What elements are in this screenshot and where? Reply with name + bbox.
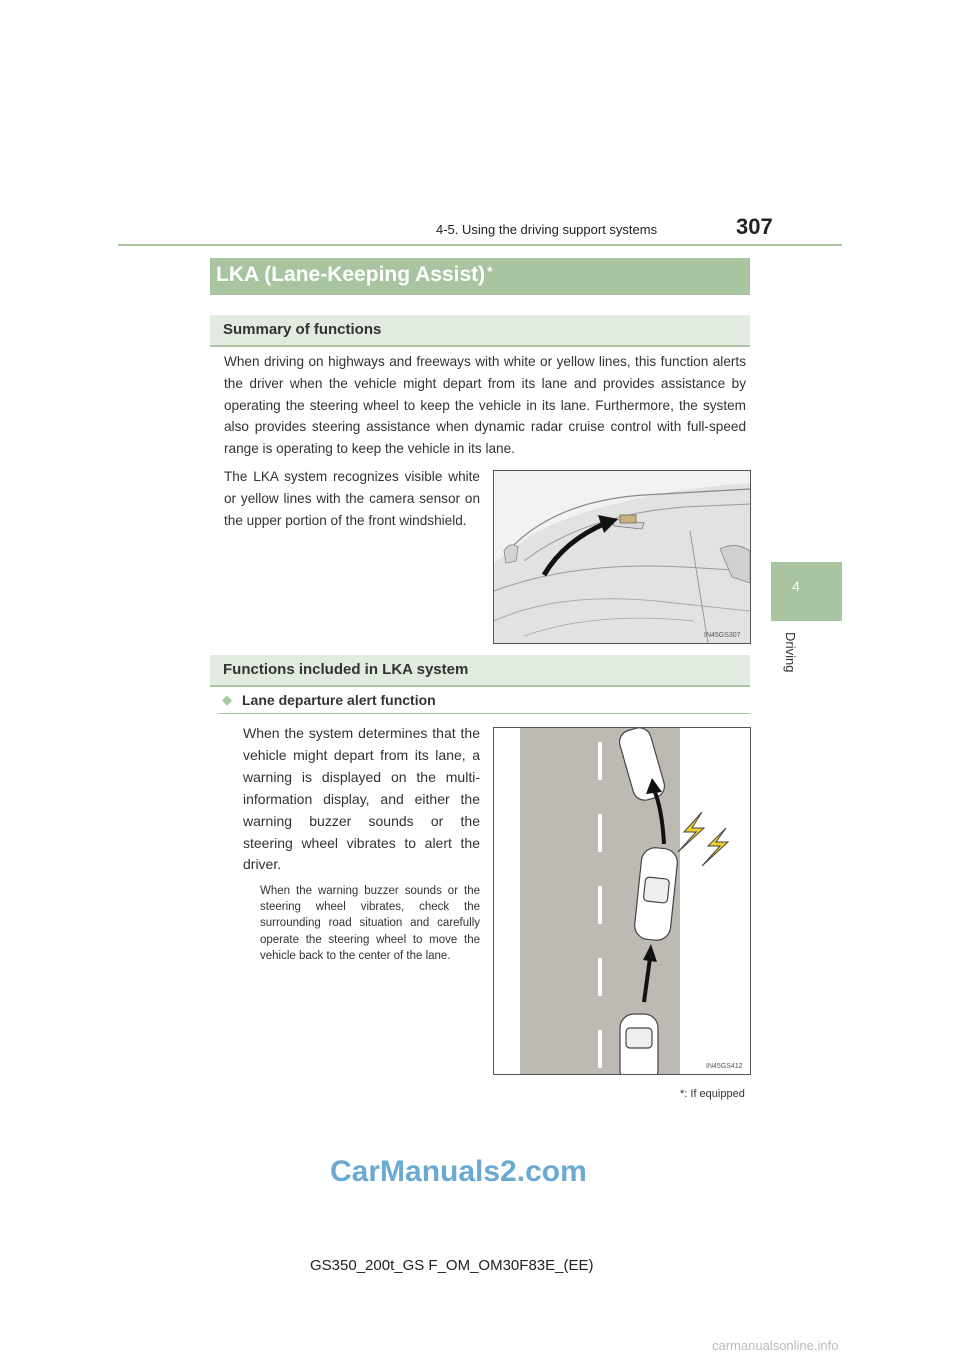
chapter-number: 4 — [792, 578, 800, 594]
figure-code: IN45GS412 — [706, 1063, 743, 1070]
item-body: When the system determines that the vehicle might depart from its lane, a warning is displayed on the multi-information display, and either the warning buzzer sounds or the steering wheel vibrates to alert the driver. — [243, 725, 480, 873]
document-code: GS350_200t_GS F_OM_OM30F83E_(EE) — [310, 1257, 594, 1274]
chapter-label: Driving — [783, 632, 798, 673]
figure-code: IN45GS307 — [704, 632, 741, 639]
summary-heading: Summary of functions — [223, 321, 382, 338]
footnote — [680, 1088, 745, 1100]
summary-body: When driving on highways and freeways with white or yellow lines, this function alerts the driver when the vehicle might depart from its lane and provides assistance by operating the steering wheel to keep the vehicle in its lane. Furthermore, the system also provides steering assistance when dynamic radar cruise control with full-speed range is operating to keep the vehicle in its lane. — [224, 354, 746, 457]
header-section: 4-5. Using the driving support systems — [436, 222, 658, 237]
if-equipped-mark: * — [487, 263, 493, 279]
windshield-camera-figure — [493, 470, 751, 644]
chapter-tab — [771, 562, 842, 621]
section-title — [216, 263, 493, 287]
page-number: 307 — [736, 214, 773, 239]
lane-departure-illustration — [494, 728, 750, 1074]
watermark-left: CarManuals2.com — [330, 1155, 587, 1188]
functions-heading: Functions included in LKA system — [223, 661, 469, 678]
item-heading: Lane departure alert function — [242, 692, 436, 708]
watermark-right: carmanualsonline.info — [712, 1338, 839, 1353]
camera-description: The LKA system recognizes visible white or yellow lines with the camera sensor on the upper portion of the front windshield. — [224, 469, 480, 528]
windshield-illustration — [494, 471, 750, 643]
asterisk-icon: * — [680, 1088, 685, 1100]
header-rule — [118, 244, 842, 246]
section-title-text: LKA (Lane-Keeping Assist) — [216, 263, 486, 286]
footnote-text: : If equipped — [684, 1088, 745, 1100]
lane-departure-figure — [493, 727, 751, 1075]
diamond-bullet-icon: ◆ — [222, 692, 232, 707]
item-note: When the warning buzzer sounds or the steering wheel vibrates, check the surrounding road situation and carefully operate the steering wheel to move the vehicle back to the center of the lane. — [260, 885, 480, 962]
item-rule — [218, 713, 750, 714]
